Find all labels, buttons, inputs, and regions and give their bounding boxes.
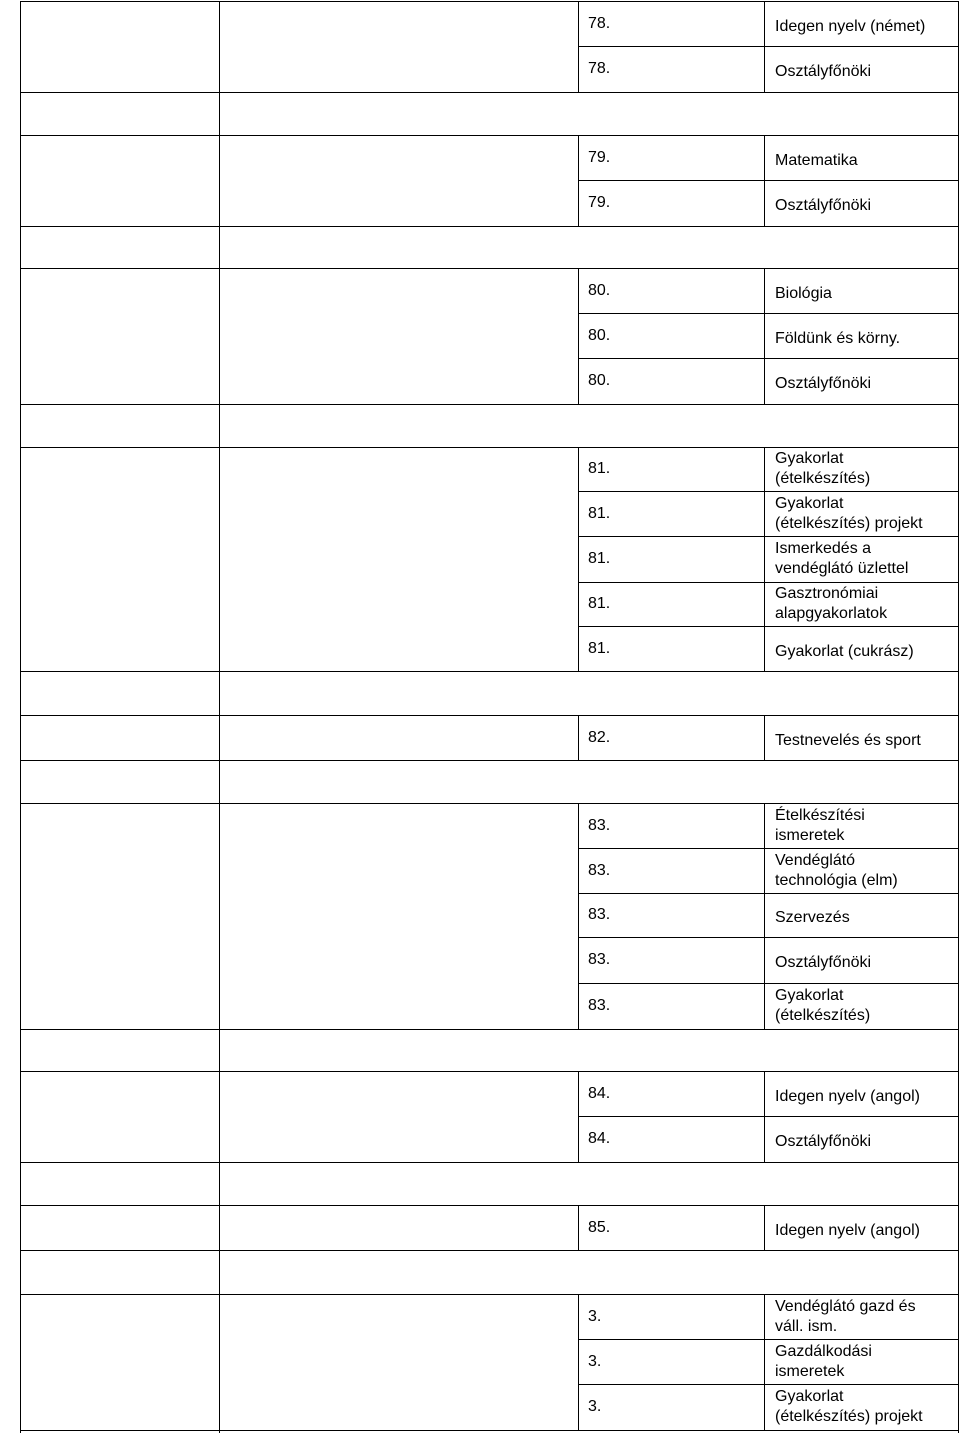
subject-name: Osztályfőnöki — [775, 375, 872, 392]
row-line — [20, 404, 959, 405]
room-number: 78. — [588, 15, 611, 32]
subject-name: Gyakorlat — [775, 450, 844, 467]
subject-name: Idegen nyelv (angol) — [775, 1088, 920, 1105]
row-line — [578, 848, 959, 849]
row-line — [578, 1116, 959, 1117]
room-number: 81. — [588, 505, 611, 522]
row-line — [20, 715, 959, 716]
column-line — [578, 268, 579, 404]
row-line — [20, 671, 959, 672]
subject-name: Gyakorlat — [775, 987, 844, 1004]
room-number: 80. — [588, 282, 611, 299]
column-line — [20, 447, 21, 715]
row-line — [578, 491, 959, 492]
row-line — [20, 1205, 959, 1206]
room-number: 3. — [588, 1398, 602, 1415]
subject-name: Gyakorlat — [775, 495, 844, 512]
subject-name: Biológia — [775, 285, 832, 302]
subject-name: (ételkészítés) — [775, 470, 871, 487]
column-line — [219, 2, 220, 1433]
room-number: 83. — [588, 951, 611, 968]
room-number: 81. — [588, 550, 611, 567]
row-line — [578, 536, 959, 537]
column-line — [20, 803, 21, 1071]
row-line — [20, 803, 959, 804]
row-line — [20, 135, 959, 136]
subject-name: váll. ism. — [775, 1318, 838, 1335]
column-line — [20, 1071, 21, 1205]
row-line — [578, 983, 959, 984]
subject-name: vendéglátó üzlettel — [775, 560, 909, 577]
row-line — [20, 1, 959, 2]
room-number: 83. — [588, 862, 611, 879]
row-line — [20, 1071, 959, 1072]
room-number: 79. — [588, 194, 611, 211]
subject-name: (ételkészítés) projekt — [775, 1408, 923, 1425]
row-line — [578, 893, 959, 894]
row-line — [578, 626, 959, 627]
room-number: 80. — [588, 327, 611, 344]
column-line — [764, 1294, 765, 1430]
subject-name: Gyakorlat — [775, 1388, 844, 1405]
row-line — [20, 447, 959, 448]
column-line — [20, 268, 21, 447]
subject-name: Osztályfőnöki — [775, 197, 872, 214]
column-line — [578, 447, 579, 671]
row-line — [578, 1339, 959, 1340]
row-line — [20, 268, 959, 269]
column-line — [764, 715, 765, 760]
subject-name: alapgyakorlatok — [775, 605, 888, 622]
room-number: 83. — [588, 997, 611, 1014]
row-line — [20, 226, 959, 227]
subject-name: Vendéglátó — [775, 852, 856, 869]
row-line — [578, 582, 959, 583]
row-line — [578, 358, 959, 359]
room-number: 80. — [588, 372, 611, 389]
subject-name: Gasztronómiai — [775, 585, 879, 602]
room-number: 79. — [588, 149, 611, 166]
column-line — [20, 1294, 21, 1433]
column-line — [764, 803, 765, 1029]
subject-name: Osztályfőnöki — [775, 63, 872, 80]
column-line — [20, 715, 21, 803]
subject-name: Ismerkedés a — [775, 540, 872, 557]
column-line — [578, 803, 579, 1029]
row-line — [578, 313, 959, 314]
room-number: 3. — [588, 1353, 602, 1370]
subject-name: Testnevelés és sport — [775, 732, 921, 749]
room-number: 78. — [588, 60, 611, 77]
column-line — [20, 135, 21, 268]
room-number: 84. — [588, 1130, 611, 1147]
room-number: 82. — [588, 729, 611, 746]
subject-name: Szervezés — [775, 909, 850, 926]
subject-name: Gazdálkodási — [775, 1343, 872, 1360]
room-number: 81. — [588, 640, 611, 657]
row-line — [578, 1384, 959, 1385]
column-line — [764, 1205, 765, 1250]
subject-name: Osztályfőnöki — [775, 1133, 872, 1150]
column-line — [764, 268, 765, 404]
subject-name: Gyakorlat (cukrász) — [775, 643, 914, 660]
row-line — [20, 1430, 959, 1431]
subject-name: ismeretek — [775, 1363, 845, 1380]
row-line — [20, 1029, 959, 1030]
subject-name: Ételkészítési — [775, 807, 865, 824]
room-number: 83. — [588, 906, 611, 923]
subject-name: Matematika — [775, 152, 858, 169]
row-line — [20, 92, 959, 93]
room-number: 81. — [588, 595, 611, 612]
column-line — [578, 1205, 579, 1250]
column-line — [958, 2, 959, 1433]
room-number: 84. — [588, 1085, 611, 1102]
subject-name: Vendéglátó gazd és — [775, 1298, 916, 1315]
room-number: 83. — [588, 817, 611, 834]
subject-name: (ételkészítés) — [775, 1007, 871, 1024]
subject-name: (ételkészítés) projekt — [775, 515, 923, 532]
row-line — [578, 180, 959, 181]
room-number: 85. — [588, 1219, 611, 1236]
subject-name: Idegen nyelv (angol) — [775, 1222, 920, 1239]
column-line — [764, 447, 765, 671]
room-number: 81. — [588, 460, 611, 477]
subject-name: technológia (elm) — [775, 872, 898, 889]
row-line — [20, 760, 959, 761]
row-line — [20, 1294, 959, 1295]
column-line — [20, 1, 21, 135]
column-line — [578, 1294, 579, 1430]
row-line — [20, 1162, 959, 1163]
room-number: 3. — [588, 1308, 602, 1325]
row-line — [578, 46, 959, 47]
row-line — [578, 937, 959, 938]
subject-name: Osztályfőnöki — [775, 954, 872, 971]
row-line — [20, 1250, 959, 1251]
column-line — [578, 715, 579, 760]
subject-name: ismeretek — [775, 827, 845, 844]
subject-name: Földünk és körny. — [775, 330, 901, 347]
subject-name: Idegen nyelv (német) — [775, 18, 926, 35]
